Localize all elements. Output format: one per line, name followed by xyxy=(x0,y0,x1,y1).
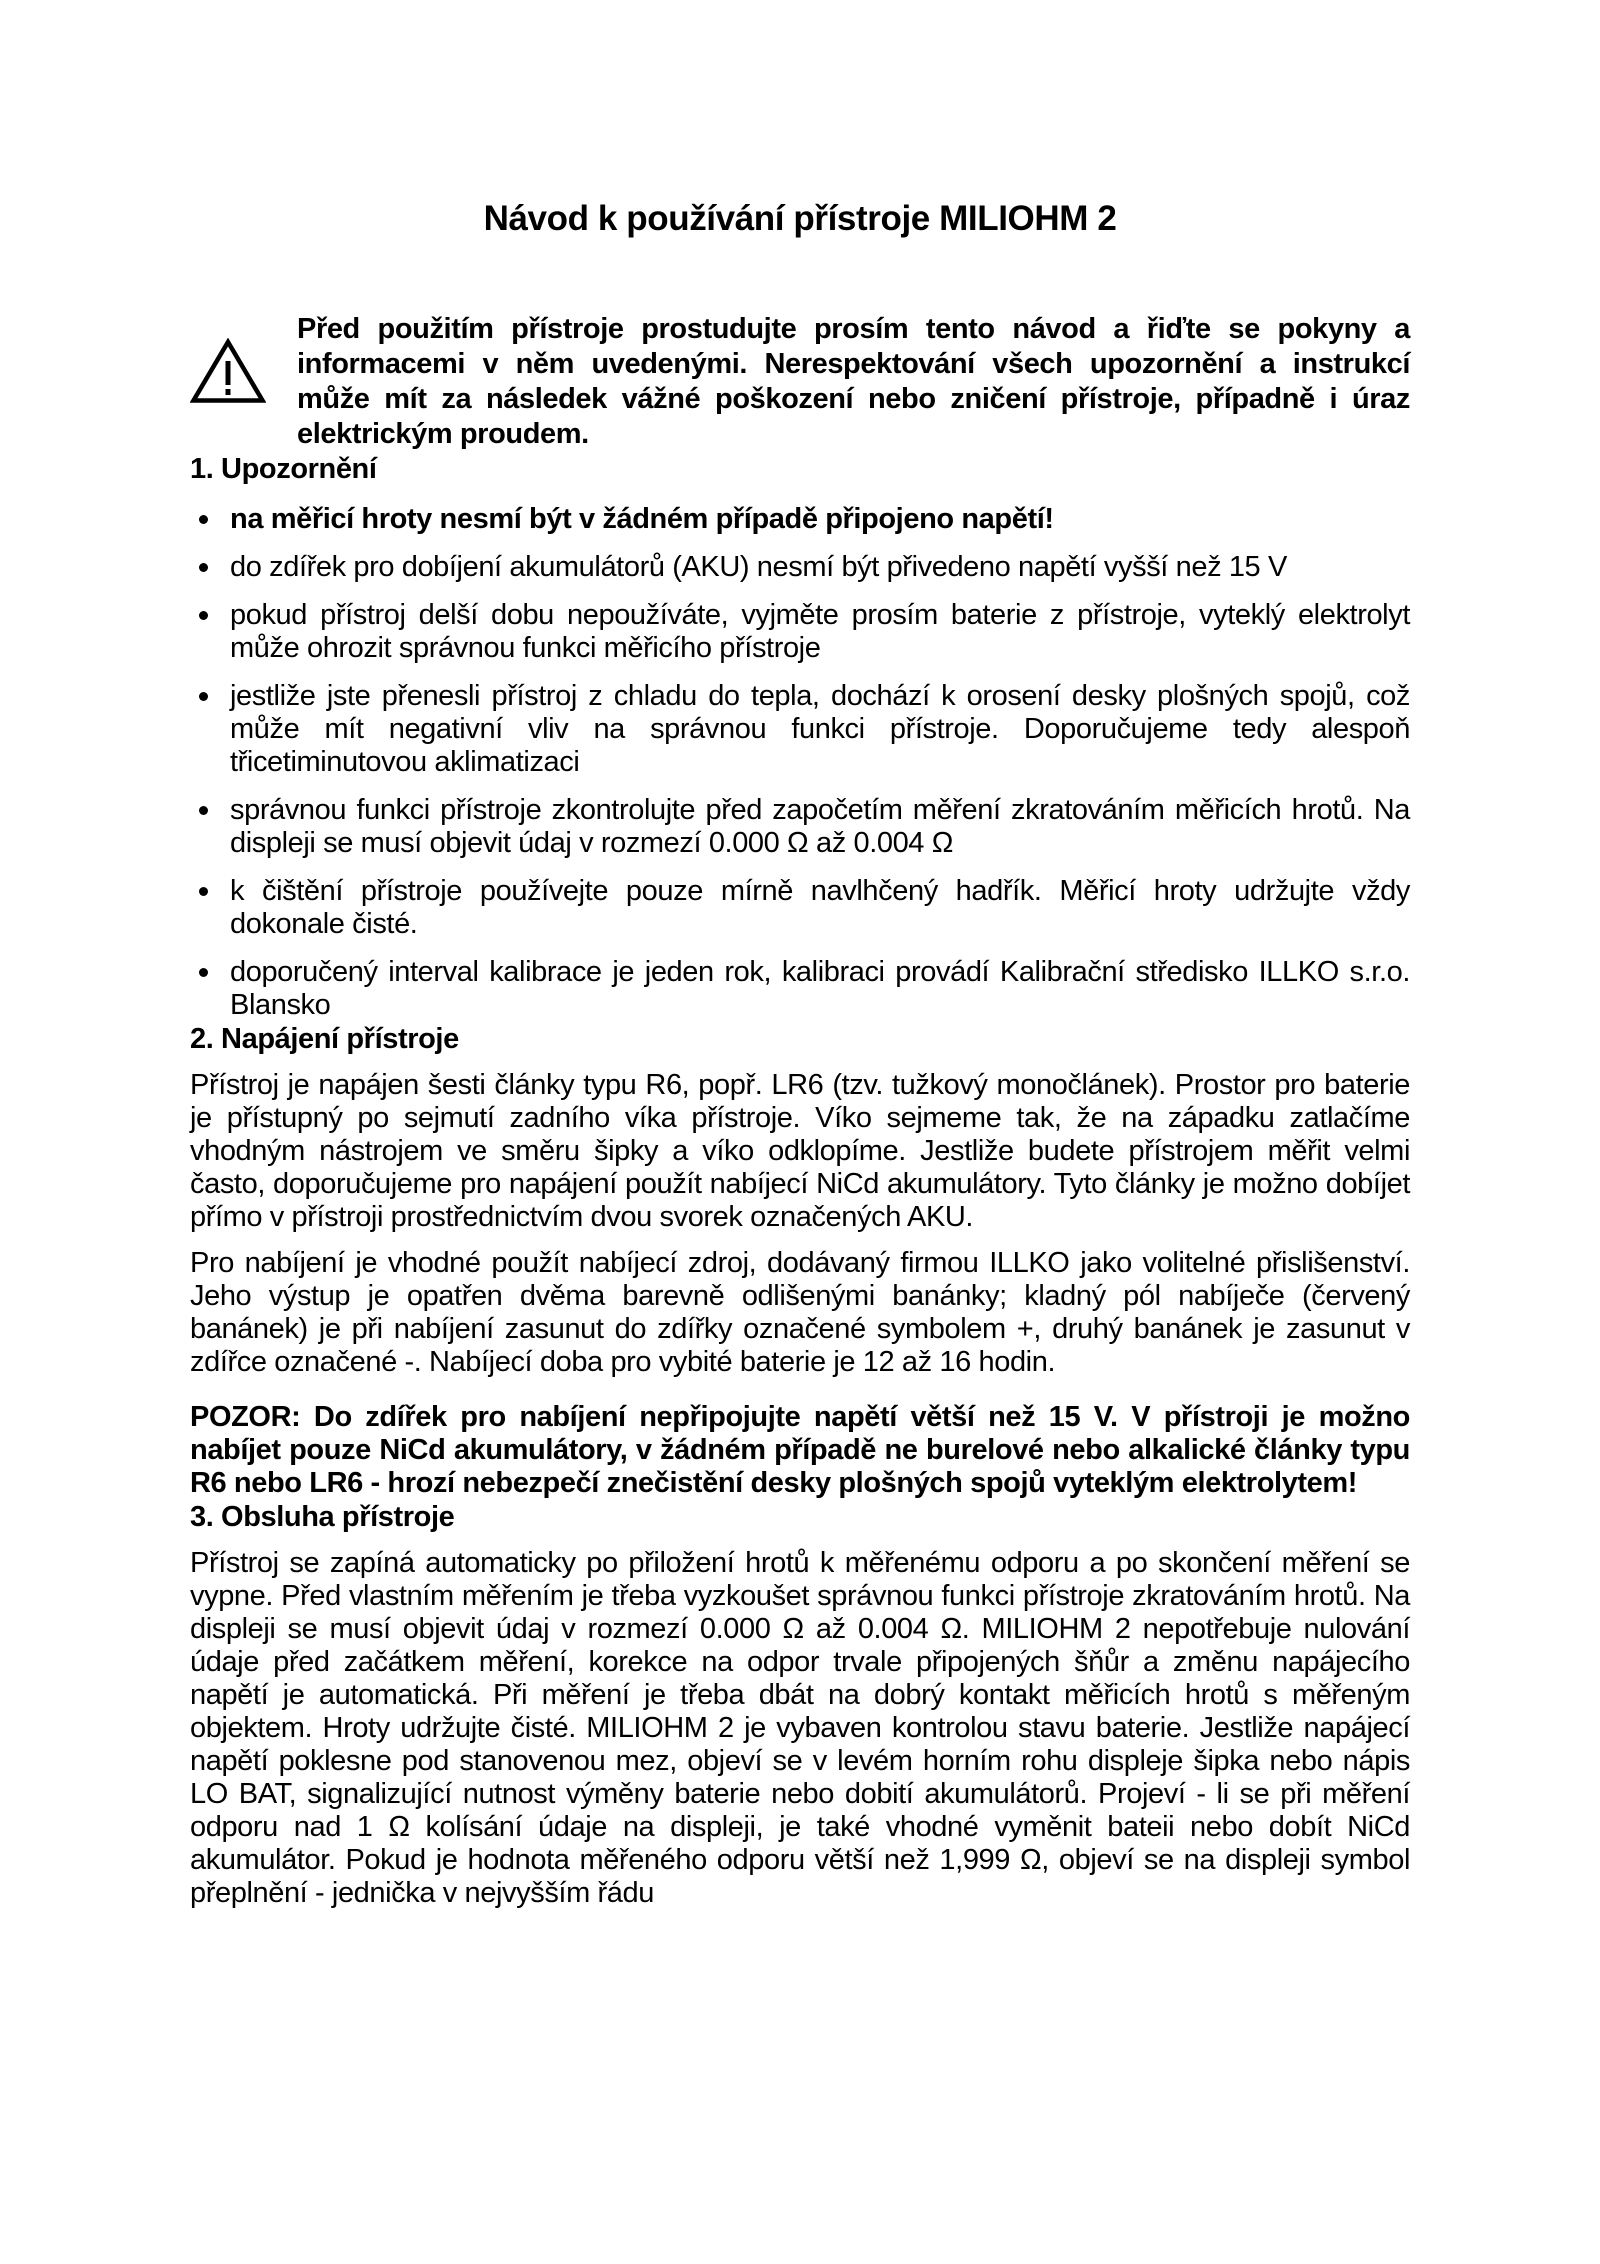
bullet-text: správnou funkci přístroje zkontrolujte před započetím měření zkratováním měřicích hrotů. Na displeji se musí objevit údaj v rozmezí 0.000 Ω až 0.004 Ω xyxy=(230,794,1410,859)
bullet-dot-icon xyxy=(199,887,208,896)
bullet-text: jestliže jste přenesli přístroj z chladu do tepla, dochází k orosení desky plošných spojů, což může mít negativní vliv na správnou funkci přístroje. Doporučujeme tedy alespoň třicetiminutovou aklimatizaci xyxy=(230,680,1410,778)
bullet-dot-icon xyxy=(199,692,208,701)
bullet-dot-icon xyxy=(199,515,208,524)
bullet-item xyxy=(190,599,1410,665)
bullet-item xyxy=(190,794,1410,860)
bullet-dot-icon xyxy=(199,968,208,977)
warning-bullet-list xyxy=(190,503,1410,1022)
paragraph-operation: Přístroj se zapíná automaticky po přiložení hrotů k měřenému odporu a po skončení měření se vypne. Před vlastním měřením je třeba vyzkoušet správnou funkci přístroje zkratováním hrotů. Na displeji se musí objevit údaj v rozmezí 0.000 Ω až 0.004 Ω. MILIOHM 2 nepotřebuje nulování údaje před začátkem měření, korekce na odpor trvale připojených šňůr a změnu napájecího napětí je automatická. Při měření je třeba dbát na dobrý kontakt měřicích hrotů s měřeným objektem. Hroty udržujte čisté. MILIOHM 2 je vybaven kontrolou stavu baterie. Jestliže napájecí napětí poklesne pod stanovenou mez, objeví se v levém horním rohu displeje šipka nebo nápis LO BAT, signalizující nutnost výměny baterie nebo dobití akumulátorů. Projeví - li se při měření odporu nad 1 Ω kolísání údaje na displeji, je také vhodné vyměnit bateii nebo dobít NiCd akumulátor. Pokud je hodnota měřeného odporu větší než 1,999 Ω, objeví se na displeji symbol přeplnění - jednička v nejvyšším řádu xyxy=(190,1547,1410,1909)
paragraph-power-2: Pro nabíjení je vhodné použít nabíjecí zdroj, dodávaný firmou ILLKO jako volitelné přislišenství. Jeho výstup je opatřen dvěma barevně odlišenými banánky; kladný pól nabíječe (červený banánek) je při nabíjení zasunut do zdířky označené symbolem +, druhý banánek je zasunut v zdířce označené -. Nabíjecí doba pro vybité baterie je 12 až 16 hodin. xyxy=(190,1247,1410,1378)
section-heading-napajeni: 2. Napájení přístroje xyxy=(190,1023,459,1055)
section-heading-upozorneni: 1. Upozornění xyxy=(190,453,377,485)
bullet-text: na měřicí hroty nesmí být v žádném případě připojeno napětí! xyxy=(230,503,1054,535)
bullet-text: k čištění přístroje používejte pouze mírně navlhčený hadřík. Měřicí hroty udržujte vždy dokonale čisté. xyxy=(230,875,1410,940)
section-heading-obsluha: 3. Obsluha přístroje xyxy=(190,1501,455,1533)
bullet-text: do zdířek pro dobíjení akumulátorů (AKU) nesmí být přivedeno napětí vyšší než 15 V xyxy=(230,551,1287,583)
bullet-text: pokud přístroj delší dobu nepoužíváte, vyjměte prosím baterie z přístroje, vyteklý elektrolyt může ohrozit správnou funkci měřicího přístroje xyxy=(230,599,1410,664)
bullet-dot-icon xyxy=(199,806,208,815)
paragraph-power-1: Přístroj je napájen šesti články typu R6, popř. LR6 (tzv. tužkový monočlánek). Prostor pro baterie je přístupný po sejmutí zadního víka přístroje. Víko sejmeme tak, že na západku zatlačíme vhodným nástrojem ve směru šipky a víko odklopíme. Jestliže budete přístrojem měřit velmi často, doporučujeme pro napájení použít nabíjecí NiCd akumulátory. Tyto články je možno dobíjet přímo v přístroji prostřednictvím dvou svorek označených AKU. xyxy=(190,1069,1410,1233)
bullet-text: doporučený interval kalibrace je jeden rok, kalibraci provádí Kalibrační středisko ILLKO s.r.o. Blansko xyxy=(230,956,1410,1021)
bullet-item xyxy=(190,875,1410,941)
bullet-item xyxy=(190,503,1410,536)
bullet-item xyxy=(190,680,1410,779)
page-title: Návod k používání přístroje MILIOHM 2 xyxy=(483,199,1117,238)
bullet-dot-icon xyxy=(199,563,208,572)
warning-text: Před použitím přístroje prostudujte prosím tento návod a řiďte se pokyny a informacemi v něm uvedenými. Nerespektování všech upozornění a instrukcí může mít za následek vážné poškození nebo zničení přístroje, případně i úraz elektrickým proudem. xyxy=(297,313,1410,450)
bullet-item xyxy=(190,551,1410,584)
pozor-warning-paragraph: POZOR: Do zdířek pro nabíjení nepřipojujte napětí větší než 15 V. V přístroji je možno nabíjet pouze NiCd akumulátory, v žádném případě ne burelové nebo alkalické články typu R6 nebo LR6 - hrozí nebezpečí znečistění desky plošných spojů vyteklým elektrolytem! xyxy=(190,1401,1410,1499)
warning-box xyxy=(190,312,1410,452)
bullet-dot-icon xyxy=(199,611,208,620)
warning-triangle-icon xyxy=(190,312,297,452)
bullet-item xyxy=(190,956,1410,1022)
